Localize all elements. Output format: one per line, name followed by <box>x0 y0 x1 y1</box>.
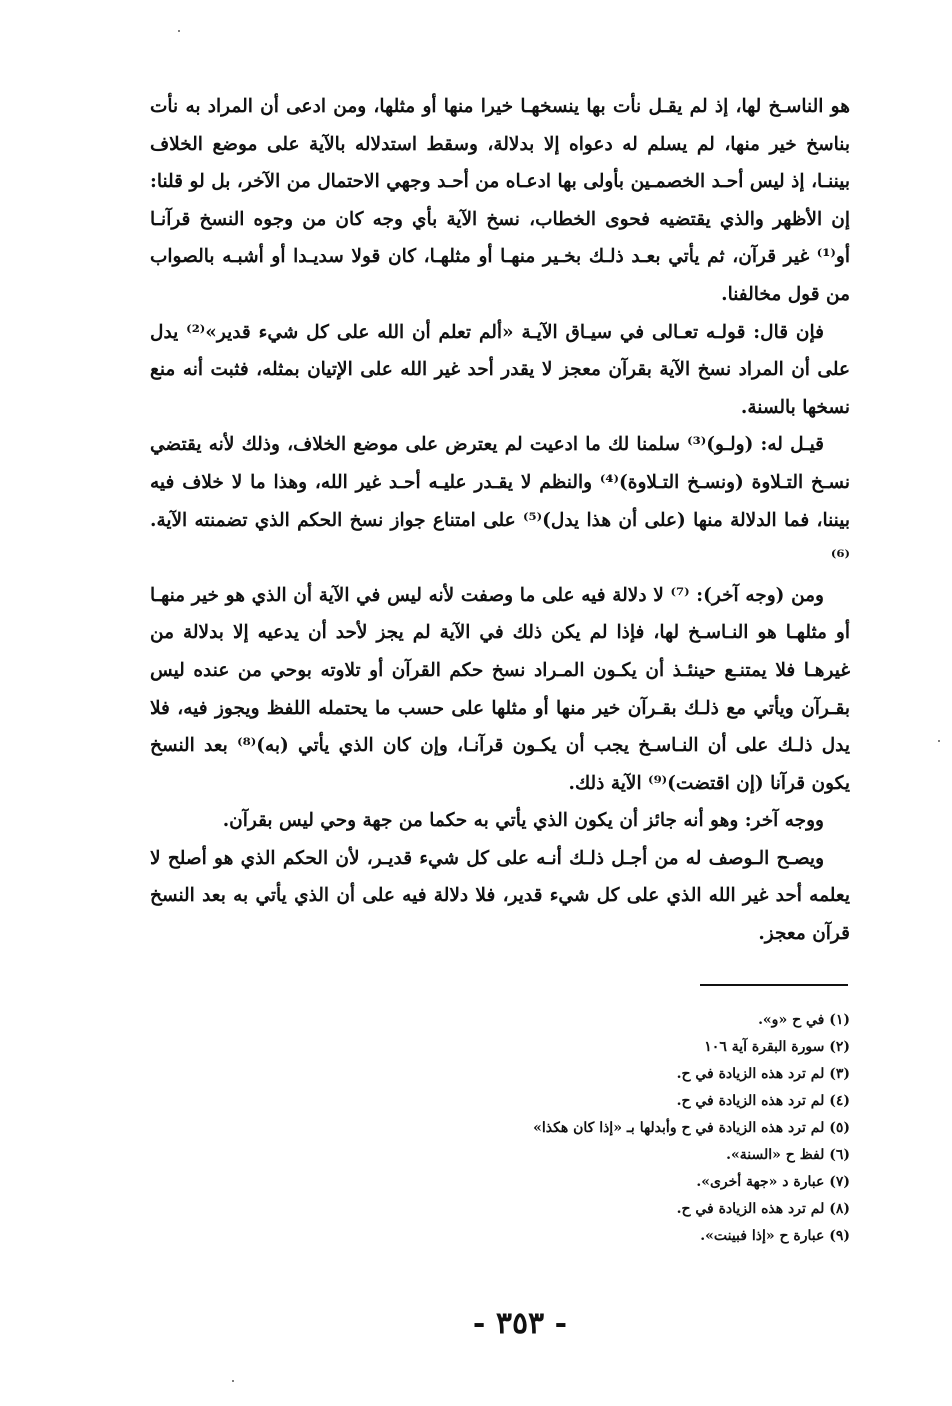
scan-speck <box>178 30 180 32</box>
paragraph-6: ويصـح الـوصف له من أجـل ذلـك أنـه على كل شيء قديـر، لأن الحكم الذي هو أصلح لا يعلمه أحد غير الله الذي على كل شيء قدير، فلا دلالة فيه على أن الذي يأتي به بعد النسخ قرآن معجز. <box>150 847 850 945</box>
page-number: - ٣٥٣ - <box>472 1306 568 1341</box>
main-text <box>150 88 850 953</box>
paragraph-2: فإن قال: قولـه تعـالى في سيـاق الآيـة «ألم تعلم أن الله على كل شيء قدير»⁽²⁾ يدل على أن المراد نسخ الآية بقرآن معجز لا يقدر أحد غير الله على الإتيان بمثله، فثبت أنه منع نسخها بالسنة. <box>150 321 850 418</box>
footnote-6: (٦) لفظ ح «السنة». <box>726 1147 850 1163</box>
footnote-3: (٣) لم ترد هذه الزيادة في ح. <box>676 1066 850 1082</box>
footnote-8: (٨) لم ترد هذه الزيادة في ح. <box>676 1201 850 1217</box>
footnote-separator <box>700 984 848 986</box>
footnote-9: (٩) عبارة ح «إذا فبينت». <box>700 1228 850 1244</box>
scan-speck <box>938 740 940 742</box>
footnote-2: (٢) سورة البقرة آية ١٠٦ <box>704 1039 850 1055</box>
paragraph-5: ووجه آخر: وهو أنه جائز أن يكون الذي يأتي به حكما من جهة وحي ليس بقرآن. <box>222 810 824 832</box>
paragraph-1: هو الناسـخ لها، إذ لم يقـل نأت بها ينسخهـا خيرا منها أو مثلها، ومن ادعى أن المراد به نأت بناسخ خير منها، لم يسلم له دعواه إلا بدلالة، وسقط استدلاله بالآية على موضع الخلاف بيننـا، إذ ليس أحـد الخصمـين بأولى بها ادعـاه من أحـد وجهي الاحتمال من الآخر، بل لو قلنا: إن الأظهر والذي يقتضيه فحوى الخطاب، نسخ الآية بأي وجه كان من وجوه النسخ قرآنـا أو⁽¹⁾ غير قرآن، ثم يأتي بعـد ذلـك بخـير منهـا أو مثلهـا، كان قولا سديـدا أو أشبـه بالصواب من قول مخالفنا. <box>150 96 850 305</box>
footnote-4: (٤) لم ترد هذه الزيادة في ح. <box>676 1093 850 1109</box>
footnote-5: (٥) لم ترد هذه الزيادة في ح وأبدلها بـ «إذا كان هكذا» <box>533 1120 850 1136</box>
footnote-7: (٧) عبارة د «جهة أخرى». <box>696 1174 850 1190</box>
paragraph-4: ومن (وجه آخر): ⁽⁷⁾ لا دلالة فيه على ما وصفت لأنه ليس في الآية أن الذي هو خير منهـا أو مثلهـا هو النـاسـخ لها، فإذا لم يكن ذلك في الآية لم يجز لأحد أن يدعيه إلا بدلالة من غيرهـا فلا يمتنـع حينئـذ أن يكـون المـراد نسخ حكم القرآن أو تلاوته بوحي من عنده ليس بقـرآن ويأتي مع ذلـك بقـرآن خير منها أو مثلها على حسب ما يحتمله اللفظ ويجوز فيه، فلا يدل ذلـك على أن النـاسـخ يجب أن يكـون قرآنـا، وإن كان الذي يأتي (به)⁽⁸⁾ بعد النسخ يكون قرآنا (إن اقتضت)⁽⁹⁾ الآية ذلك. <box>150 584 850 794</box>
scan-speck <box>232 1380 234 1382</box>
paragraph-3: قيـل له: (ولـو)⁽³⁾ سلمنا لك ما ادعيت لم يعترض على موضع الخلاف، وذلك لأنه يقتضي نسـخ التـلاوة (ونسـخ التـلاوة)⁽⁴⁾ والنظم لا يقـدر عليـه أحـد غير الله، وهذا ما لا خلاف فيه بيننا، فما الدلالة منها (على أن هذا يدل)⁽⁵⁾ على امتناع جواز نسخ الحكم الذي تضمنته الآية.⁽⁶⁾ <box>150 434 850 569</box>
footnotes <box>480 1007 850 1250</box>
footnote-1: (١) في ح «و». <box>758 1012 850 1028</box>
